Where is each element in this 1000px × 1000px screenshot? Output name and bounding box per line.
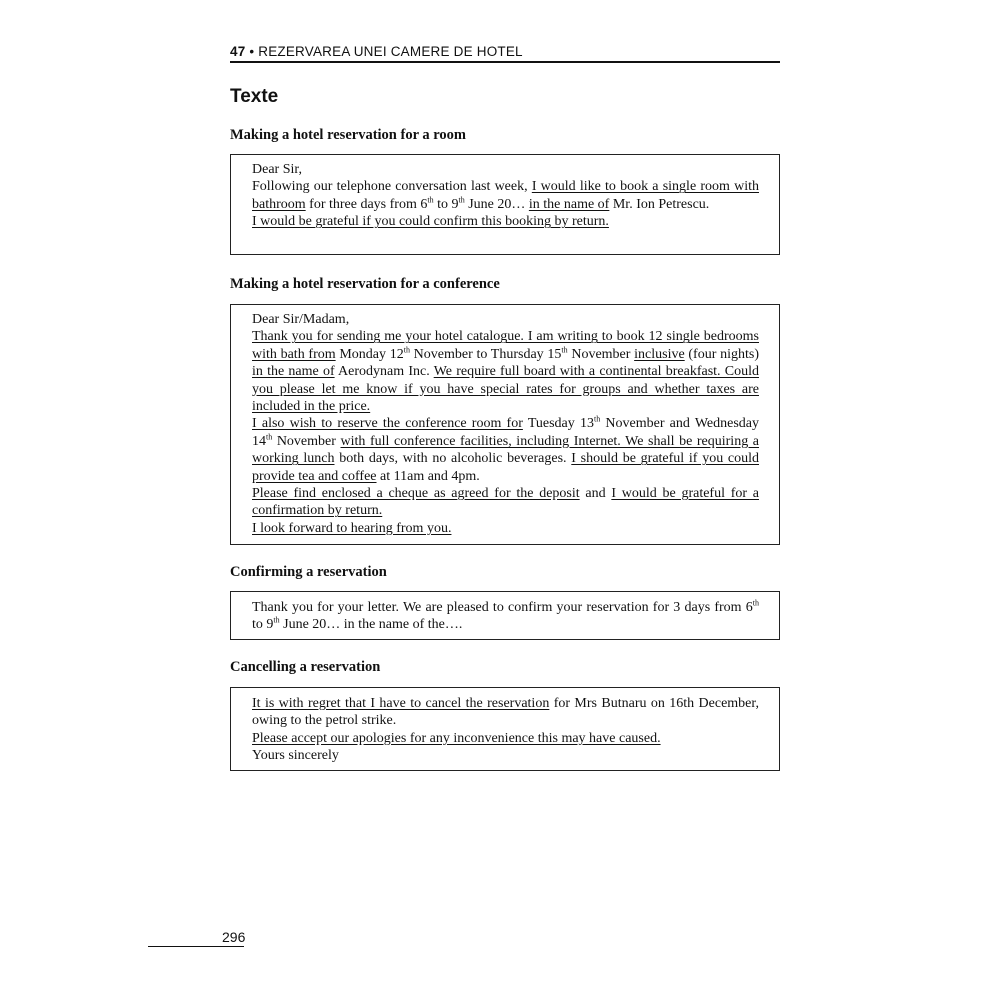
confirming-text: Thank you for your letter. We are pleased to confirm your reservation for 3 days from 6th to 9th June 20… in the name of the…. (252, 598, 759, 633)
room-reservation-letter (230, 154, 780, 255)
footer-rule (148, 946, 244, 947)
room-paragraph-2: I would be grateful if you could confirm this booking by return. (252, 214, 609, 230)
conference-paragraph-1: Thank you for sending me your hotel catalogue. I am writing to book 12 single bedrooms with bath from Monday 12th November to Thursday 15th November inclusive (four nights) in the name of Aerodynam Inc. We require full board with a continental breakfast. Could you please let me know if you have special rates for groups and whether taxes are included in the price. (252, 329, 759, 415)
page-number: 296 (222, 929, 246, 945)
conference-reservation-letter (230, 304, 780, 545)
room-reservation-heading: Making a hotel reservation for a room (230, 127, 467, 143)
cancelling-letter (230, 687, 780, 771)
cancelling-heading: Cancelling a reservation (230, 659, 381, 675)
conference-reservation-heading: Making a hotel reservation for a conference (230, 276, 500, 292)
conference-paragraph-3: Please find enclosed a cheque as agreed for the deposit and I would be grateful for a confirmation by return. (252, 486, 759, 519)
section-title: Texte (230, 86, 279, 107)
room-salutation: Dear Sir, (252, 162, 302, 177)
conference-paragraph-2: I also wish to reserve the conference room for Tuesday 13th November and Wednesday 14th November with full conference facilities, including Internet. We shall be requiring a working lunch both days, with no alcoholic beverages. I should be grateful if you could provide tea and coffee at 11am and 4pm. (252, 414, 760, 484)
cancelling-signoff: Yours sincerely (252, 748, 339, 764)
running-header (230, 44, 780, 63)
header-separator: • (245, 44, 259, 59)
conference-closing: I look forward to hearing from you. (252, 520, 452, 536)
confirming-heading: Confirming a reservation (230, 564, 387, 580)
cancelling-paragraph-2: Please accept our apologies for any inconvenience this may have caused. (252, 730, 661, 746)
cancelling-paragraph-1: It is with regret that I have to cancel the reservation for Mrs Butnaru on 16th December, owing to the petrol strike. (252, 696, 759, 729)
conference-salutation: Dear Sir/Madam, (252, 312, 350, 327)
chapter-number: 47 (230, 44, 246, 59)
room-paragraph-1: Following our telephone conversation last week, I would like to book a single room with bathroom for three days from 6th to 9th June 20… in the name of Mr. Ion Petrescu. (252, 179, 759, 212)
chapter-title: REZERVAREA UNEI CAMERE DE HOTEL (258, 44, 523, 59)
confirming-letter (230, 591, 780, 640)
